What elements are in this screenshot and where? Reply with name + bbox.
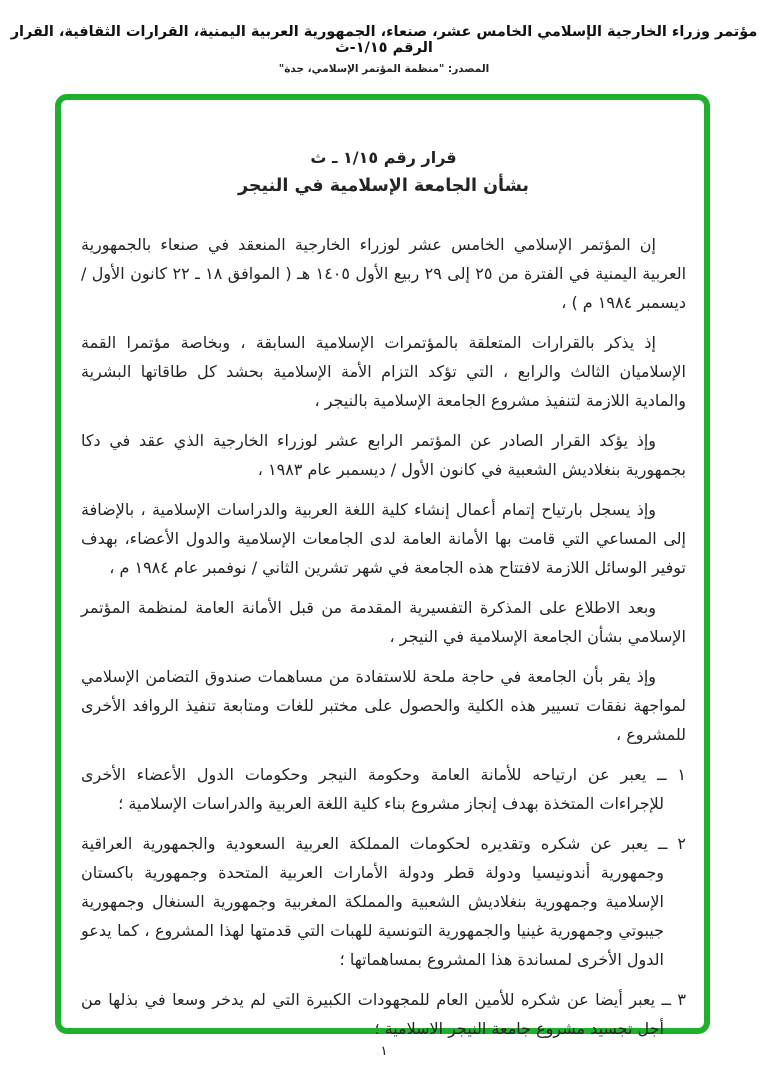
resolution-item: ٣ ــ يعبر أيضا عن شكره للأمين العام للمجهودات الكبيرة التي لم يدخر وسعا في بذلها من أجل تجسيد مشروع جامعة النيجر الاسلامية ؛ <box>81 990 686 1038</box>
preamble-paragraph: وإذ يسجل بارتياح إتمام أعمال إنشاء كلية اللغة العربية والدراسات الإسلامية ، بالإضافة إلى المساعي التي قامت بها الأمانة العامة لدى الجامعات الإسلامية والدول الأعضاء، بهدف توفير الوسائل اللازمة لافتتاح هذه الجامعة في شهر تشرين الثاني / نوفمبر عام ١٩٨٤ م ، <box>81 500 686 577</box>
document-body <box>81 148 686 1054</box>
header-conference-line: مؤتمر وزراء الخارجية الإسلامي الخامس عشر، صنعاء، الجمهورية العربية اليمنية، القرارات الثقافية، القرار الرقم ١/١٥-ث <box>10 24 758 56</box>
preamble-paragraph: وبعد الاطلاع على المذكرة التفسيرية المقدمة من قبل الأمانة العامة لمنظمة المؤتمر الإسلامي بشأن الجامعة الإسلامية في النيجر ، <box>81 598 686 646</box>
document-border <box>55 94 710 1038</box>
page-number: ١ <box>380 1044 388 1059</box>
header-source-line: المصدر: "منظمة المؤتمر الإسلامي، جدة" <box>278 63 490 75</box>
document-header <box>0 24 768 75</box>
resolution-item: ١ ــ يعبر عن ارتياحه للأمانة العامة وحكومة النيجر وحكومات الدول الأعضاء الأخرى للإجراءات المتخذة بهدف إنجاز مشروع بناء كلية اللغة العربية والدراسات الإسلامية ؛ <box>81 765 686 813</box>
resolution-number-title: قرار رقم ١/١٥ ـ ث <box>310 148 457 167</box>
resolution-subject-title: بشأن الجامعة الإسلامية في النيجر <box>238 176 529 196</box>
preamble-paragraph: وإذ يؤكد القرار الصادر عن المؤتمر الرابع عشر لوزراء الخارجية الذي عقد في دكا بجمهورية بنغلاديش الشعبية في كانون الأول / ديسمبر عام ١٩٨٣ ، <box>81 431 686 479</box>
preamble-paragraph: إذ يذكر بالقرارات المتعلقة بالمؤتمرات الإسلامية السابقة ، وبخاصة مؤتمرا القمة الإسلاميان الثالث والرابع ، التي تؤكد التزام الأمة الإسلامية بحشد كل طاقاتها البشرية والمادية اللازمة لتنفيذ مشروع الجامعة الإسلامية بالنيجر ، <box>81 333 686 410</box>
resolution-title-block <box>81 148 686 196</box>
preamble-paragraph: إن المؤتمر الإسلامي الخامس عشر لوزراء الخارجية المنعقد في صنعاء بالجمهورية العربية اليمنية في الفترة من ٢٥ إلى ٢٩ ربيع الأول ١٤٠٥ هـ ( الموافق ١٨ ـ ٢٢ كانون الأول / ديسمبر ١٩٨٤ م ) ، <box>81 235 687 312</box>
paragraphs <box>81 230 686 1043</box>
resolution-item: ٢ ــ يعبر عن شكره وتقديره لحكومات المملكة العربية السعودية والجمهورية العراقية وجمهورية أندونيسيا ودولة قطر ودولة الأمارات العربية المتحدة وجمهورية باكستان الإسلامية وجمهورية بنغلاديش الشعبية والمملكة المغربية وجمهورية السنغال وجمهورية جيبوتي وجمهورية غينيا والجمهورية التونسية للهبات التي قدمتها لهذا المشروع ، كما يدعو الدول الأخرى لمساندة هذا المشروع بمساهماتها ؛ <box>81 834 686 969</box>
preamble-paragraph: وإذ يقر بأن الجامعة في حاجة ملحة للاستفادة من مساهمات صندوق التضامن الإسلامي لمواجهة نفقات تسيير هذه الكلية والحصول على مختبر للغات ومتابعة تنفيذ الروافد الأخرى للمشروع ، <box>81 667 686 744</box>
